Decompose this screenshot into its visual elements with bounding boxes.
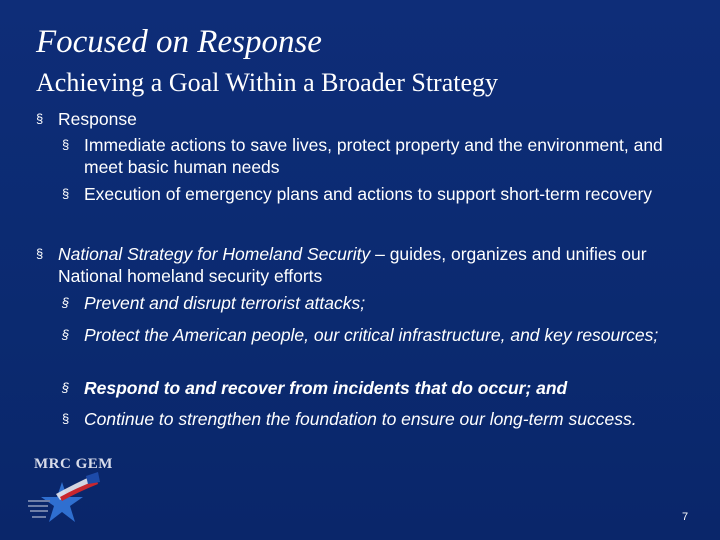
bullet-marker: § <box>62 186 70 201</box>
bullet-text: Continue to strengthen the foundation to ensure our long-term success. <box>84 409 637 429</box>
bullet-text: Respond to and recover from incidents that do occur; and <box>84 378 568 398</box>
bullet-strategy-sub-3 <box>62 377 674 399</box>
bullet-strategy-sub-1 <box>62 292 674 314</box>
bullet-text: Prevent and disrupt terrorist attacks; <box>84 293 366 313</box>
bullet-text: Immediate actions to save lives, protect property and the environment, and meet basic human needs <box>84 135 663 177</box>
slide-title: Focused on Response <box>36 24 322 60</box>
bullet-response-sub-1 <box>62 134 674 178</box>
bullet-marker: § <box>62 411 70 426</box>
bullet-response-sub-2 <box>62 183 674 205</box>
strategy-name: National Strategy for Homeland Security <box>58 244 371 264</box>
strategy-description: – guides, organizes and unifies our National homeland security efforts <box>58 244 647 286</box>
bullet-marker: § <box>62 327 70 342</box>
bullet-national-strategy <box>36 243 668 287</box>
bullet-marker: § <box>36 111 44 126</box>
bullet-marker: § <box>62 295 70 310</box>
page-number: 7 <box>682 511 689 523</box>
bullet-text: Protect the American people, our critical infrastructure, and key resources; <box>84 325 659 345</box>
bullet-strategy-sub-4 <box>62 408 674 430</box>
bullet-marker: § <box>62 380 70 395</box>
bullet-response <box>36 108 668 130</box>
bullet-strategy-sub-2 <box>62 324 674 346</box>
star-logo-icon <box>26 470 116 528</box>
bullet-text: Execution of emergency plans and actions to support short-term recovery <box>84 184 653 204</box>
slide-subtitle: Achieving a Goal Within a Broader Strategy <box>36 68 499 97</box>
logo-text: MRC GEM <box>34 456 113 472</box>
bullet-text: Response <box>58 109 137 129</box>
bullet-marker: § <box>62 137 70 152</box>
bullet-marker: § <box>36 246 44 261</box>
